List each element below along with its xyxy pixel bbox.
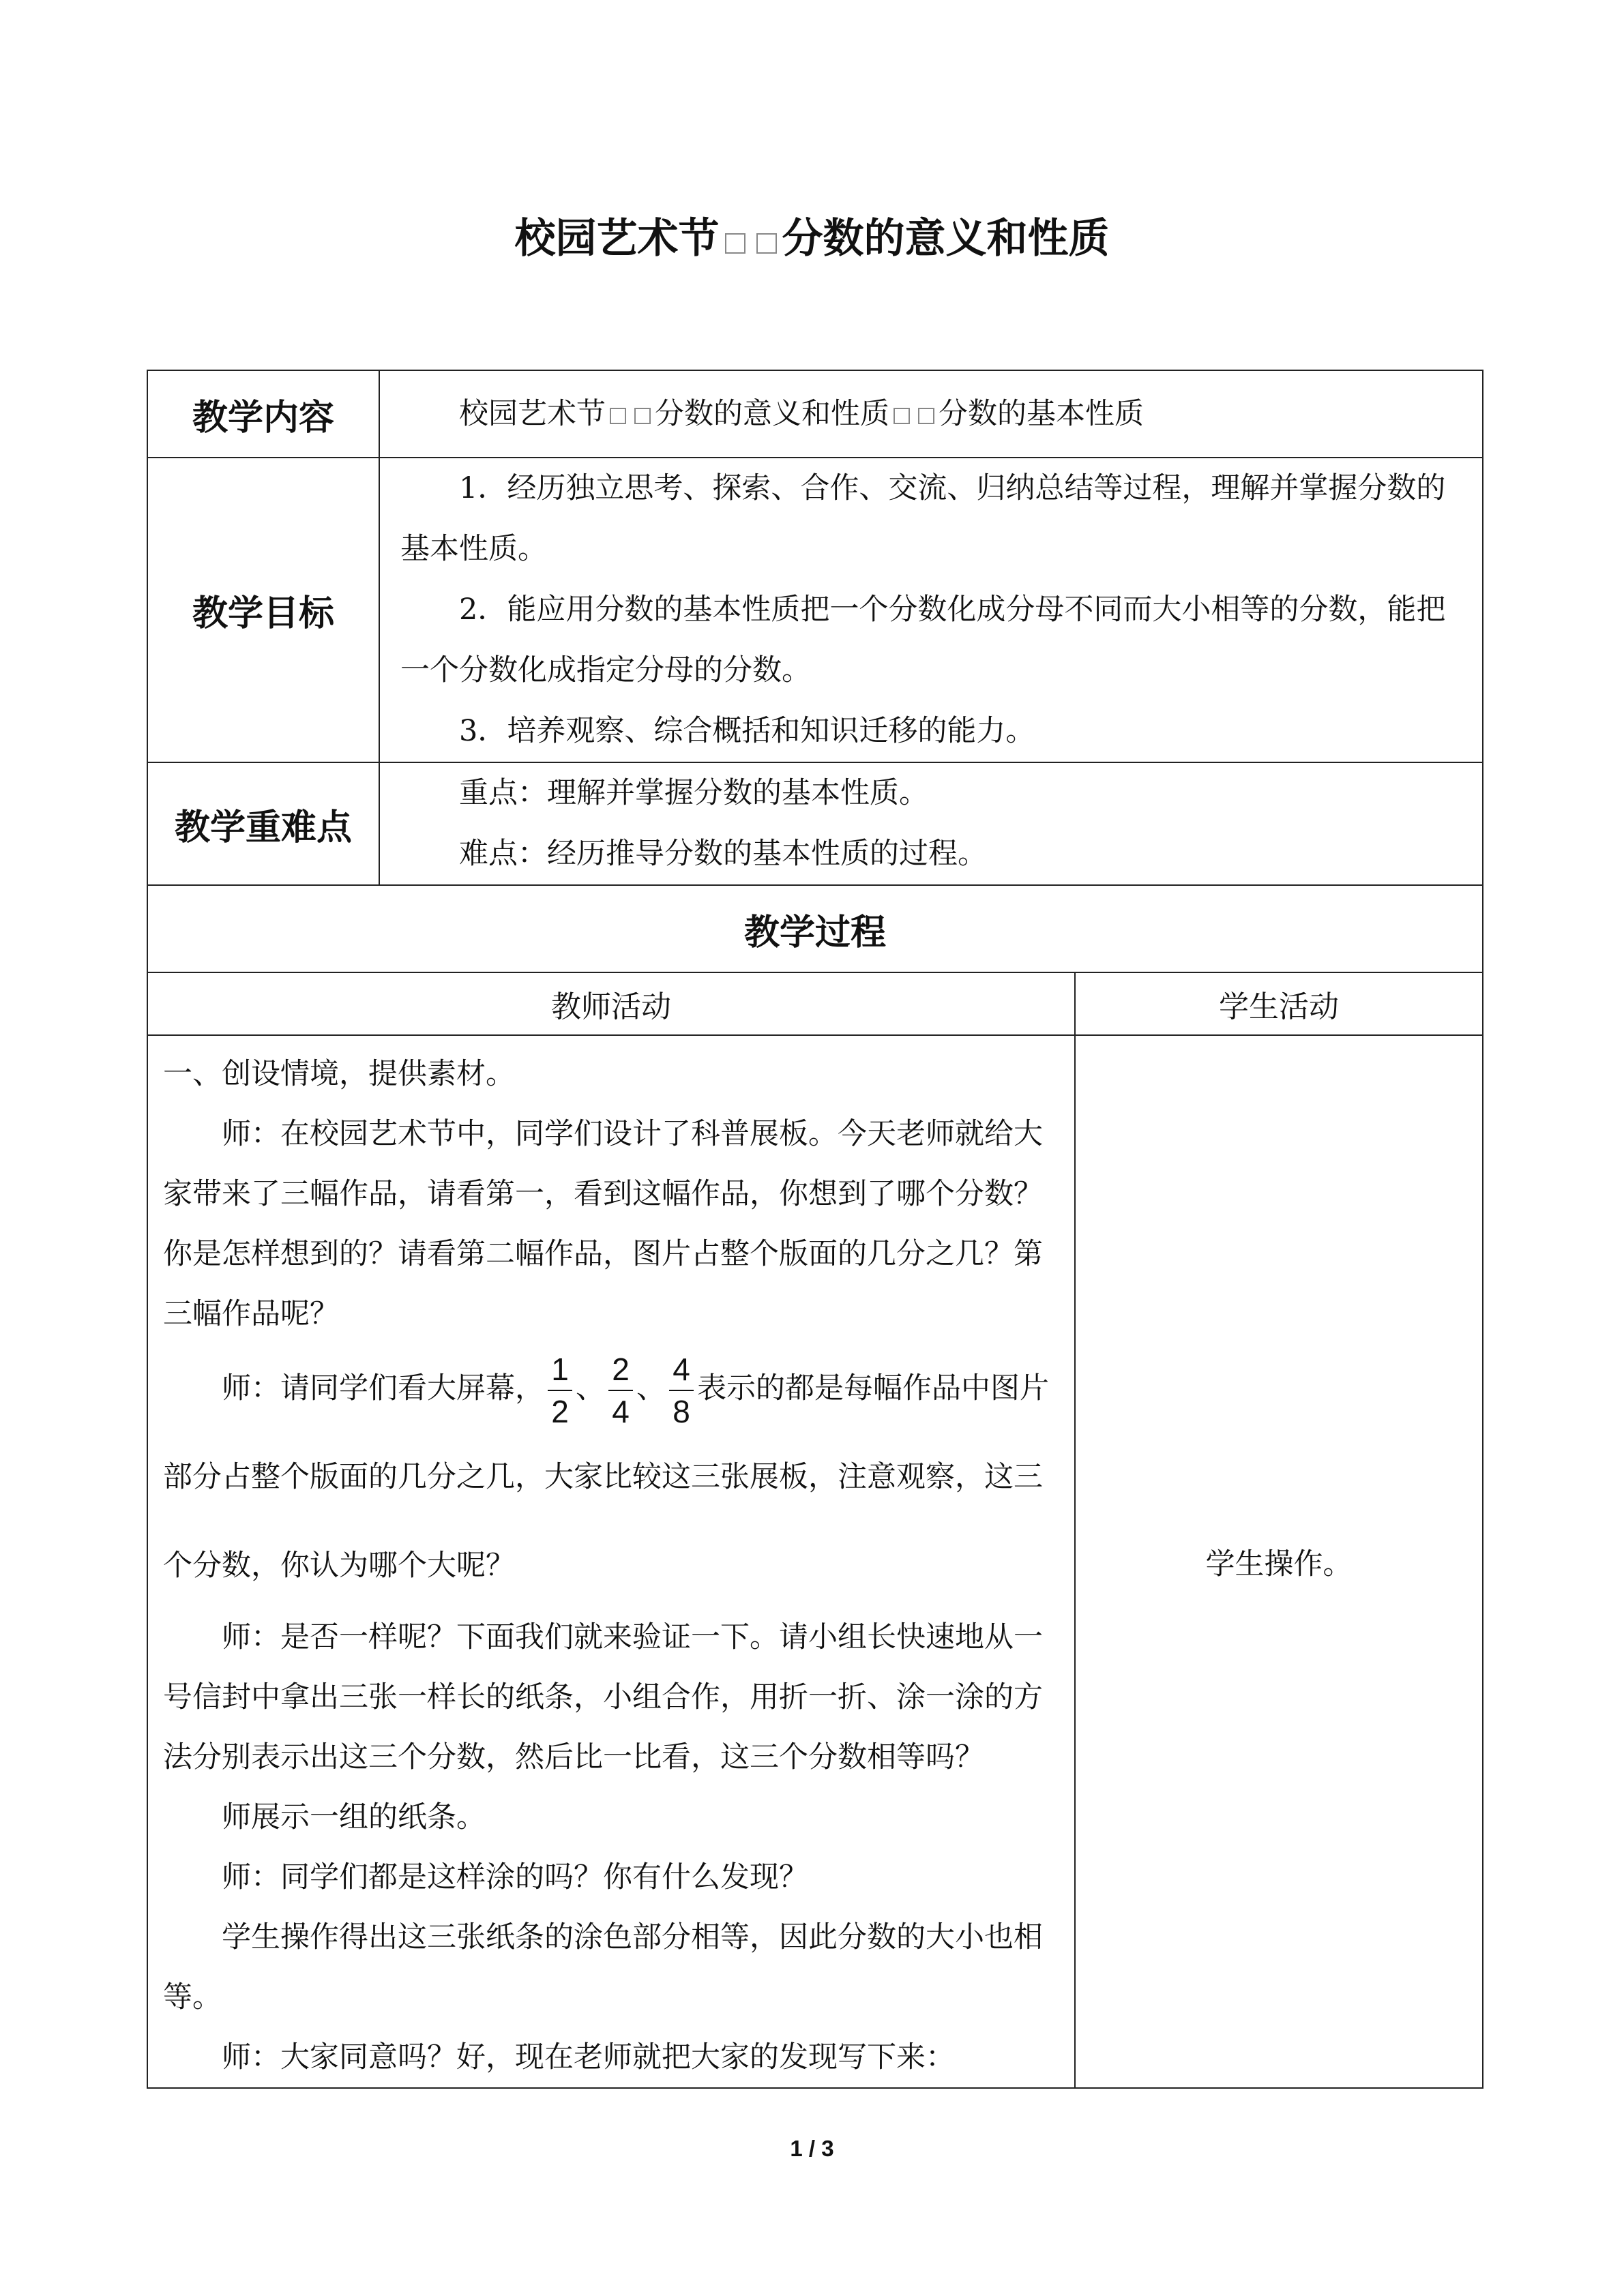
lesson-plan-table bbox=[147, 370, 1483, 2089]
keypoints-text bbox=[379, 762, 1483, 885]
process-heading-row bbox=[147, 885, 1483, 972]
missing-glyph-box bbox=[610, 408, 626, 424]
content-row bbox=[147, 370, 1483, 458]
process-heading: 教学过程 bbox=[147, 885, 1483, 972]
goals-text bbox=[379, 458, 1483, 762]
missing-glyph-box bbox=[634, 408, 651, 424]
fraction: $\frac{4}{8}$ bbox=[667, 1350, 696, 1431]
paragraph: 师：是否一样呢？下面我们就来验证一下。请小组长快速地从一号信封中拿出三张一样长的纸条，小组合作，用折一折、涂一涂的方法分别表示出这三个分数，然后比一比看，这三个分数相等吗？ bbox=[163, 1620, 1043, 1774]
fraction: $\frac{2}{4}$ bbox=[606, 1350, 635, 1431]
process-body-row bbox=[147, 1035, 1483, 2088]
paragraph: 师展示一组的纸条。 bbox=[222, 1800, 486, 1834]
student-activity-text: 学生操作。 bbox=[1075, 1035, 1483, 2088]
teacher-activity-header: 教师活动 bbox=[147, 972, 1075, 1035]
paragraph: 师：在校园艺术节中，同学们设计了科普展板。今天老师就给大家带来了三幅作品，请看第一，看到这幅作品，你想到了哪个分数？你是怎样想到的？请看第二幅作品，图片占整个版面的几分之几？第三幅作品呢？ bbox=[163, 1117, 1043, 1331]
content-label: 教学内容 bbox=[147, 370, 379, 458]
goal-item: 1．经历独立思考、探索、合作、交流、归纳总结等过程，理解并掌握分数的基本性质。 bbox=[400, 471, 1446, 566]
student-activity-header: 学生活动 bbox=[1075, 972, 1483, 1035]
keypoints-label: 教学重难点 bbox=[147, 762, 379, 885]
goal-item: 2．能应用分数的基本性质把一个分数化成分母不同而大小相等的分数，能把一个分数化成指定分母的分数。 bbox=[400, 593, 1446, 687]
page-number: 1 / 3 bbox=[790, 2136, 834, 2161]
column-header-row bbox=[147, 972, 1483, 1035]
paragraph: 一、创设情境，提供素材。 bbox=[163, 1057, 515, 1091]
paragraph: 师：大家同意吗？好，现在老师就把大家的发现写下来： bbox=[222, 2040, 955, 2074]
content-text: 校园艺术节 分数的意义和性质 分数的基本性质 bbox=[379, 370, 1483, 458]
missing-glyph-box bbox=[894, 408, 910, 424]
teacher-activity-text bbox=[147, 1035, 1075, 2088]
paragraph: 师：同学们都是这样涂的吗？你有什么发现？ bbox=[222, 1860, 808, 1894]
missing-glyph-box bbox=[725, 233, 745, 254]
fraction: $\frac{1}{2}$ bbox=[546, 1350, 574, 1431]
missing-glyph-box bbox=[918, 408, 934, 424]
goal-item: 3．培养观察、综合概括和知识迁移的能力。 bbox=[459, 714, 1035, 748]
key-point: 重点：理解并掌握分数的基本性质。 bbox=[459, 776, 928, 810]
missing-glyph-box bbox=[756, 233, 777, 254]
goals-row bbox=[147, 458, 1483, 762]
goals-label: 教学目标 bbox=[147, 458, 379, 762]
difficulty-point: 难点：经历推导分数的基本性质的过程。 bbox=[459, 837, 987, 871]
document-title: 校园艺术节 分数的意义和性质 bbox=[514, 215, 1110, 263]
keypoints-row bbox=[147, 762, 1483, 885]
paragraph: 学生操作得出这三张纸条的涂色部分相等，因此分数的大小也相等。 bbox=[163, 1920, 1043, 2014]
paragraph-fractions: 师：请同学们看大屏幕， $\frac{1}{2}$ 、 $\frac{2}{4}$ 、 $\frac{4}{8}$ 表示的都是每幅作品中图片部分占整个版面的几分之几，大家比较这三张展板，注意观察，这三个分数，你认为哪个大呢？ bbox=[163, 1352, 1049, 1583]
